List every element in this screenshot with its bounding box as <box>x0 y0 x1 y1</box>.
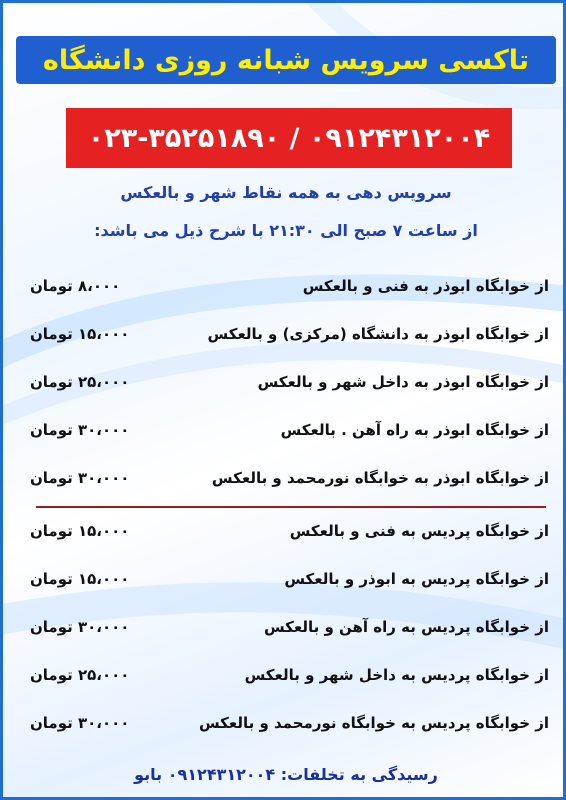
price-value: ۳۰،۰۰۰ تومان <box>30 469 130 487</box>
price-row <box>3 514 566 554</box>
price-row <box>3 317 566 357</box>
route-label: از خوابگاه ابوذر به دانشگاه (مرکزی) و بالعکس <box>207 325 549 343</box>
price-value: ۳۰،۰۰۰ تومان <box>30 421 130 439</box>
price-row <box>3 706 566 746</box>
price-row <box>3 365 566 405</box>
phone-numbers: ۰۲۳-۳۵۲۵۱۸۹۰ / ۰۹۱۲۴۳۱۲۰۰۴ <box>87 122 491 154</box>
section-divider <box>36 506 546 508</box>
price-row <box>3 658 566 698</box>
price-row <box>3 413 566 453</box>
complaints-contact: رسیدگی به تخلفات: ۰۹۱۲۴۳۱۲۰۰۴ بابو <box>134 765 438 784</box>
route-label: از خوابگاه ابوذر به داخل شهر و بالعکس <box>257 373 549 391</box>
route-label: از خوابگاه پردیس به خوابگاه نورمحمد و بالعکس <box>198 714 549 732</box>
route-label: از خوابگاه پردیس به راه آهن و بالعکس <box>263 618 549 636</box>
route-label: از خوابگاه پردیس به فنی و بالعکس <box>289 522 549 540</box>
price-row <box>3 562 566 602</box>
price-value: ۱۵،۰۰۰ تومان <box>30 570 130 588</box>
price-row <box>3 269 566 309</box>
price-value: ۱۵،۰۰۰ تومان <box>30 325 130 343</box>
route-label: از خوابگاه پردیس به ابوذر و بالعکس <box>284 570 549 588</box>
route-label: از خوابگاه ابوذر به خوابگاه نورمحمد و بالعکس <box>211 469 549 487</box>
price-row <box>3 610 566 650</box>
price-value: ۲۵،۰۰۰ تومان <box>30 373 130 391</box>
price-value: ۳۰،۰۰۰ تومان <box>30 714 130 732</box>
route-label: از خوابگاه پردیس به داخل شهر و بالعکس <box>244 666 549 684</box>
price-value: ۳۰،۰۰۰ تومان <box>30 618 130 636</box>
route-label: از خوابگاه ابوذر به فنی و بالعکس <box>302 277 549 295</box>
price-value: ۱۵،۰۰۰ تومان <box>30 522 130 540</box>
price-value: ۸،۰۰۰ تومان <box>30 277 121 295</box>
service-area-text: سرویس دهی به همه نقاط شهر و بالعکس <box>120 183 452 202</box>
service-hours-text: از ساعت ۷ صبح الی ۲۱:۳۰ با شرح ذیل می باشد: <box>94 221 478 240</box>
price-row <box>3 461 566 501</box>
page-title: تاکسی سرویس شبانه روزی دانشگاه <box>42 44 530 76</box>
phone-banner <box>66 108 512 168</box>
price-value: ۲۵،۰۰۰ تومان <box>30 666 130 684</box>
title-banner <box>16 36 556 84</box>
route-label: از خوابگاه ابوذر به راه آهن . بالعکس <box>280 421 549 439</box>
